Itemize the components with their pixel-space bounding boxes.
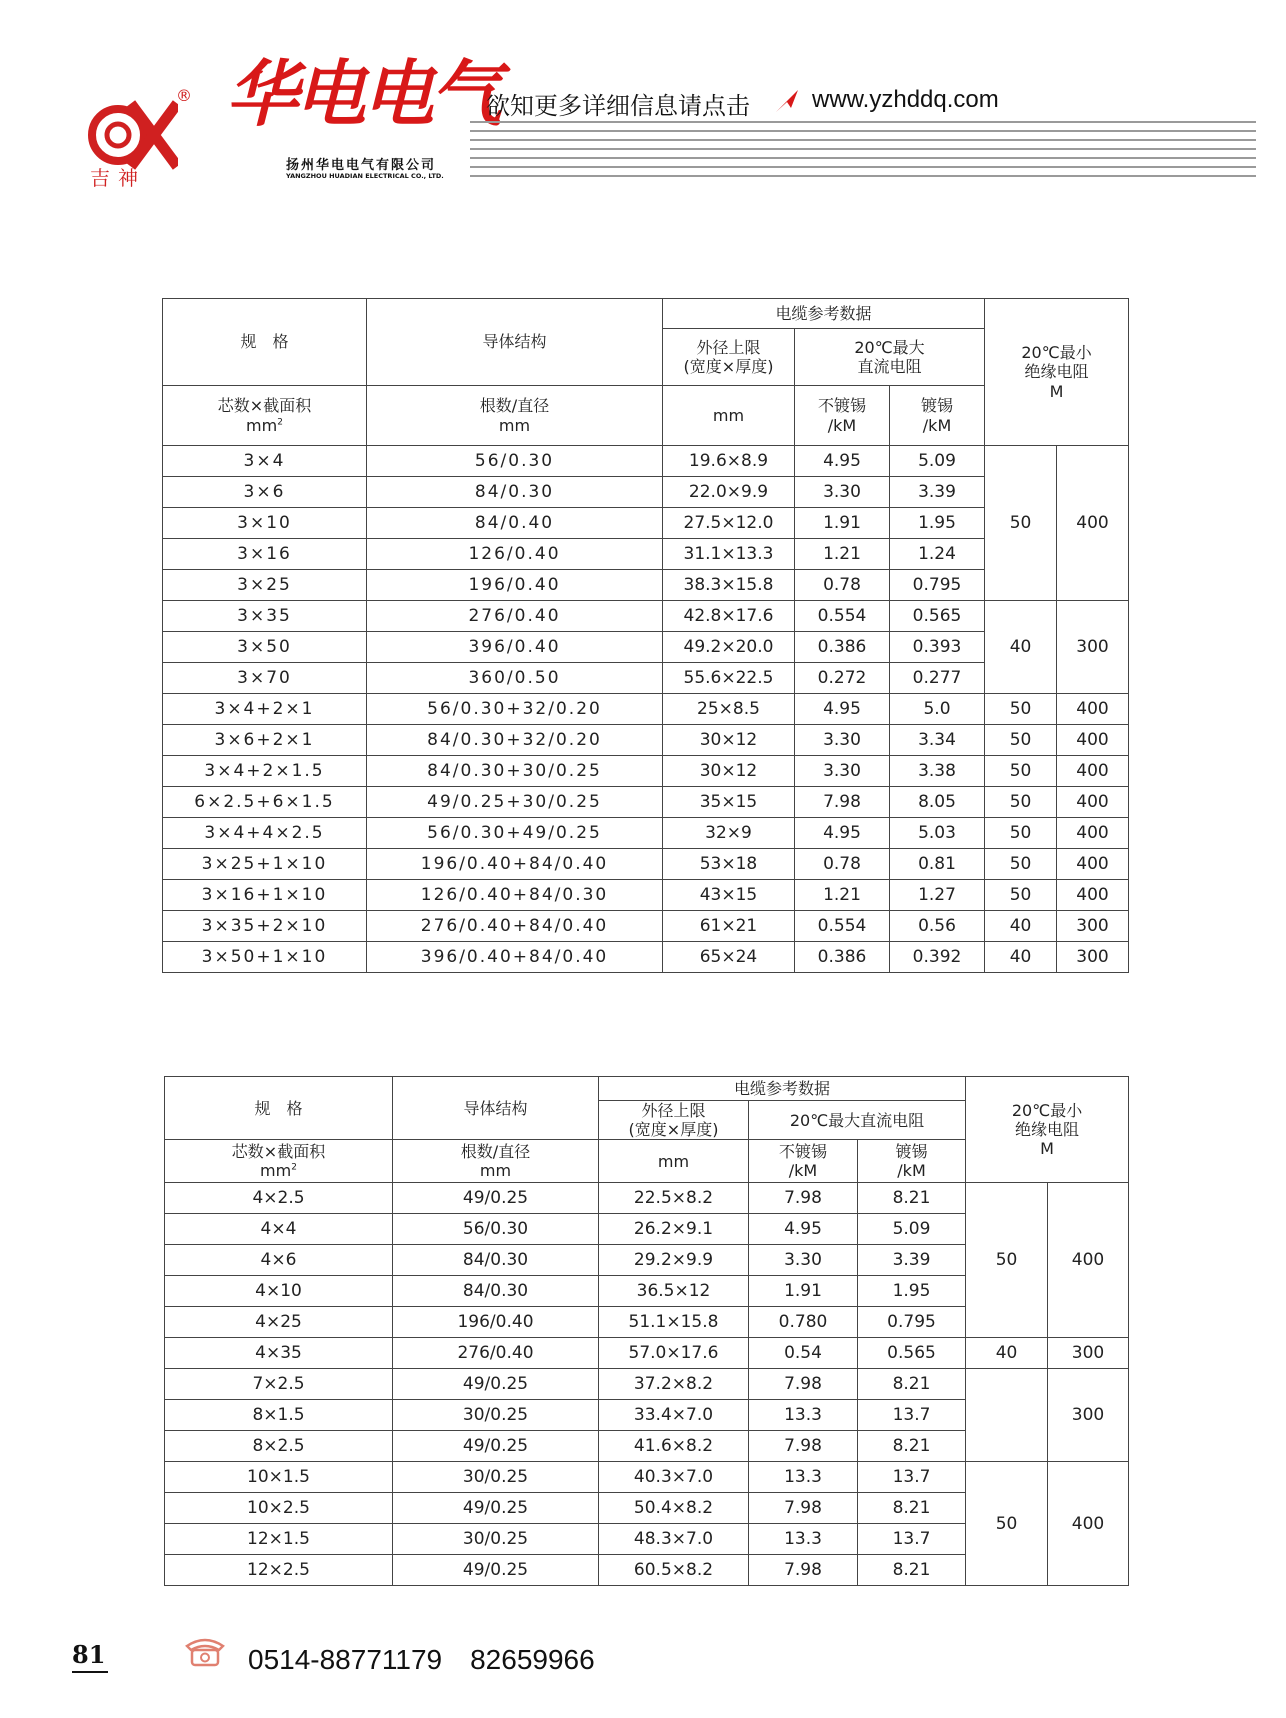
cell-outer-diameter: 31.1×13.3 xyxy=(663,539,795,570)
cell-conductor: 360/0.50 xyxy=(367,663,663,694)
cell-spec: 10×2.5 xyxy=(165,1493,393,1524)
table-row xyxy=(163,632,1129,663)
header-conductor-unit: 根数/直径 mm xyxy=(367,386,663,446)
cell-plain-resistance: 3.30 xyxy=(795,725,890,756)
table-row xyxy=(163,694,1129,725)
cell-spec: 3×4 xyxy=(163,446,367,477)
cell-outer-diameter: 22.0×9.9 xyxy=(663,477,795,508)
table-row xyxy=(163,849,1129,880)
cell-conductor: 84/0.30+32/0.20 xyxy=(367,725,663,756)
cell-tinned-resistance: 3.38 xyxy=(890,756,985,787)
cell-insulation-min: 50 xyxy=(985,446,1057,601)
website-link[interactable]: www.yzhddq.com xyxy=(812,86,999,113)
cell-tinned-resistance: 0.277 xyxy=(890,663,985,694)
header-spec: 规 格 xyxy=(165,1077,393,1140)
page-number-underline xyxy=(72,1671,108,1673)
cell-outer-diameter: 30×12 xyxy=(663,725,795,756)
cell-insulation-value: 300 xyxy=(1057,942,1129,973)
cell-insulation-value: 400 xyxy=(1057,725,1129,756)
header-rule-lines xyxy=(470,120,1256,184)
cell-plain-resistance: 7.98 xyxy=(795,787,890,818)
cell-insulation-min: 50 xyxy=(985,787,1057,818)
cell-outer-diameter: 26.2×9.1 xyxy=(599,1214,749,1245)
cell-plain-resistance: 1.21 xyxy=(795,539,890,570)
header-tinned-copper: 镀锡 /kM xyxy=(858,1140,966,1183)
header-tinned-copper: 镀锡 /kM xyxy=(890,386,985,446)
cell-plain-resistance: 13.3 xyxy=(749,1524,858,1555)
cell-tinned-resistance: 5.0 xyxy=(890,694,985,725)
cell-conductor: 56/0.30 xyxy=(393,1214,599,1245)
cell-conductor: 49/0.25 xyxy=(393,1493,599,1524)
cell-spec: 3×4+4×2.5 xyxy=(163,818,367,849)
cell-insulation-value: 300 xyxy=(1048,1369,1129,1462)
cell-plain-resistance: 3.30 xyxy=(795,477,890,508)
cell-plain-resistance: 7.98 xyxy=(749,1555,858,1586)
cell-spec: 4×35 xyxy=(165,1338,393,1369)
cell-tinned-resistance: 8.05 xyxy=(890,787,985,818)
table-row xyxy=(163,570,1129,601)
cell-outer-diameter: 48.3×7.0 xyxy=(599,1524,749,1555)
cell-tinned-resistance: 0.393 xyxy=(890,632,985,663)
cell-tinned-resistance: 8.21 xyxy=(858,1555,966,1586)
cell-spec: 3×16 xyxy=(163,539,367,570)
cell-plain-resistance: 4.95 xyxy=(795,694,890,725)
table-row xyxy=(163,880,1129,911)
header-plain-copper: 不镀锡 /kM xyxy=(795,386,890,446)
cell-tinned-resistance: 0.565 xyxy=(858,1338,966,1369)
cell-tinned-resistance: 1.27 xyxy=(890,880,985,911)
cell-tinned-resistance: 0.565 xyxy=(890,601,985,632)
cell-insulation-value: 400 xyxy=(1048,1462,1129,1586)
cell-plain-resistance: 0.386 xyxy=(795,632,890,663)
cell-spec: 3×6 xyxy=(163,477,367,508)
table-row xyxy=(163,601,1129,632)
cell-spec: 4×6 xyxy=(165,1245,393,1276)
cell-tinned-resistance: 13.7 xyxy=(858,1462,966,1493)
table-row xyxy=(165,1338,1129,1369)
table-row xyxy=(163,756,1129,787)
company-name-en: YANGZHOU HUADIAN ELECTRICAL CO., LTD. xyxy=(286,172,444,180)
logo-subtitle: 吉神 xyxy=(90,166,146,190)
cell-spec: 3×6+2×1 xyxy=(163,725,367,756)
table-row xyxy=(163,477,1129,508)
cell-spec: 4×2.5 xyxy=(165,1183,393,1214)
header-reference-data: 电缆参考数据 xyxy=(599,1077,966,1101)
cell-spec: 3×25 xyxy=(163,570,367,601)
brand-calligraphy: 华电电气 xyxy=(226,51,499,136)
cell-tinned-resistance: 5.03 xyxy=(890,818,985,849)
cell-plain-resistance: 0.554 xyxy=(795,601,890,632)
header-od-unit: mm xyxy=(663,386,795,446)
cell-insulation-value: 400 xyxy=(1057,446,1129,601)
cell-insulation-min: 50 xyxy=(966,1462,1048,1586)
cell-spec: 3×4+2×1 xyxy=(163,694,367,725)
cell-conductor: 30/0.25 xyxy=(393,1524,599,1555)
cell-spec: 3×35 xyxy=(163,601,367,632)
cell-plain-resistance: 0.272 xyxy=(795,663,890,694)
cell-spec: 3×35+2×10 xyxy=(163,911,367,942)
cell-plain-resistance: 4.95 xyxy=(749,1214,858,1245)
cell-tinned-resistance: 0.56 xyxy=(890,911,985,942)
cell-tinned-resistance: 0.81 xyxy=(890,849,985,880)
header-dc-resistance: 20℃最大 直流电阻 xyxy=(795,329,985,386)
cell-spec: 4×10 xyxy=(165,1276,393,1307)
cell-spec: 10×1.5 xyxy=(165,1462,393,1493)
cell-plain-resistance: 3.30 xyxy=(795,756,890,787)
arrow-icon xyxy=(774,88,800,114)
table-row xyxy=(163,725,1129,756)
table-row xyxy=(165,1462,1129,1493)
table-row xyxy=(163,818,1129,849)
cell-outer-diameter: 19.6×8.9 xyxy=(663,446,795,477)
cell-outer-diameter: 57.0×17.6 xyxy=(599,1338,749,1369)
cell-conductor: 49/0.25 xyxy=(393,1183,599,1214)
cell-insulation-min: 50 xyxy=(985,880,1057,911)
header-plain-copper: 不镀锡 /kM xyxy=(749,1140,858,1183)
cell-plain-resistance: 0.54 xyxy=(749,1338,858,1369)
cell-outer-diameter: 40.3×7.0 xyxy=(599,1462,749,1493)
cell-conductor: 396/0.40 xyxy=(367,632,663,663)
cell-tinned-resistance: 1.24 xyxy=(890,539,985,570)
cell-insulation-min: 40 xyxy=(985,942,1057,973)
cell-tinned-resistance: 8.21 xyxy=(858,1431,966,1462)
cell-conductor: 196/0.40 xyxy=(367,570,663,601)
cell-conductor: 126/0.40+84/0.30 xyxy=(367,880,663,911)
cell-outer-diameter: 32×9 xyxy=(663,818,795,849)
cell-outer-diameter: 61×21 xyxy=(663,911,795,942)
cell-outer-diameter: 53×18 xyxy=(663,849,795,880)
cell-insulation-min: 40 xyxy=(966,1338,1048,1369)
cell-plain-resistance: 13.3 xyxy=(749,1400,858,1431)
cell-insulation-min: 50 xyxy=(985,725,1057,756)
cell-conductor: 49/0.25 xyxy=(393,1369,599,1400)
cell-tinned-resistance: 8.21 xyxy=(858,1183,966,1214)
table-row xyxy=(163,508,1129,539)
cable-spec-table-2 xyxy=(164,1076,1129,1586)
table-row xyxy=(165,1369,1129,1400)
cell-outer-diameter: 65×24 xyxy=(663,942,795,973)
cell-plain-resistance: 3.30 xyxy=(749,1245,858,1276)
phone-numbers: 0514-88771179 82659966 xyxy=(248,1644,595,1675)
cell-tinned-resistance: 8.21 xyxy=(858,1493,966,1524)
cell-spec: 3×16+1×10 xyxy=(163,880,367,911)
cell-insulation-value: 400 xyxy=(1048,1183,1129,1338)
cell-outer-diameter: 51.1×15.8 xyxy=(599,1307,749,1338)
cell-outer-diameter: 60.5×8.2 xyxy=(599,1555,749,1586)
cell-conductor: 276/0.40+84/0.40 xyxy=(367,911,663,942)
cell-outer-diameter: 41.6×8.2 xyxy=(599,1431,749,1462)
table-row xyxy=(163,911,1129,942)
cell-spec: 12×1.5 xyxy=(165,1524,393,1555)
table-row xyxy=(163,539,1129,570)
cell-outer-diameter: 38.3×15.8 xyxy=(663,570,795,601)
cell-plain-resistance: 13.3 xyxy=(749,1462,858,1493)
page-number: 81 xyxy=(72,1640,106,1669)
cell-conductor: 49/0.25+30/0.25 xyxy=(367,787,663,818)
cell-conductor: 276/0.40 xyxy=(393,1338,599,1369)
header-outer-diameter: 外径上限 (宽度×厚度) xyxy=(599,1101,749,1140)
cell-conductor: 126/0.40 xyxy=(367,539,663,570)
cell-insulation-value: 400 xyxy=(1057,787,1129,818)
cell-tinned-resistance: 3.39 xyxy=(890,477,985,508)
cell-insulation-min: 40 xyxy=(985,911,1057,942)
cell-insulation-min: 40 xyxy=(985,601,1057,694)
cell-spec: 6×2.5+6×1.5 xyxy=(163,787,367,818)
cell-insulation-value: 300 xyxy=(1057,601,1129,694)
cell-plain-resistance: 0.554 xyxy=(795,911,890,942)
table-row xyxy=(163,942,1129,973)
table-row xyxy=(163,446,1129,477)
cell-tinned-resistance: 5.09 xyxy=(890,446,985,477)
cell-spec: 4×4 xyxy=(165,1214,393,1245)
cell-plain-resistance: 0.78 xyxy=(795,849,890,880)
cell-tinned-resistance: 0.795 xyxy=(890,570,985,601)
cell-insulation-value: 300 xyxy=(1057,911,1129,942)
cell-insulation-value: 400 xyxy=(1057,756,1129,787)
cell-plain-resistance: 4.95 xyxy=(795,818,890,849)
cell-conductor: 84/0.30 xyxy=(393,1245,599,1276)
cell-spec: 4×25 xyxy=(165,1307,393,1338)
cell-plain-resistance: 7.98 xyxy=(749,1183,858,1214)
table-row xyxy=(163,787,1129,818)
cell-plain-resistance: 1.91 xyxy=(795,508,890,539)
cell-insulation-min: 50 xyxy=(985,756,1057,787)
cell-plain-resistance: 0.780 xyxy=(749,1307,858,1338)
header-od-unit: mm xyxy=(599,1140,749,1183)
cell-tinned-resistance: 13.7 xyxy=(858,1524,966,1555)
cell-spec: 7×2.5 xyxy=(165,1369,393,1400)
cell-spec: 12×2.5 xyxy=(165,1555,393,1586)
cell-spec: 3×50 xyxy=(163,632,367,663)
cell-conductor: 30/0.25 xyxy=(393,1462,599,1493)
header-tagline: 欲知更多详细信息请点击 xyxy=(486,92,750,120)
cell-conductor: 276/0.40 xyxy=(367,601,663,632)
header-insulation-resistance: 20℃最小 绝缘电阻 M xyxy=(966,1077,1129,1183)
header-conductor: 导体结构 xyxy=(393,1077,599,1140)
cell-conductor: 396/0.40+84/0.40 xyxy=(367,942,663,973)
cell-conductor: 56/0.30+49/0.25 xyxy=(367,818,663,849)
header-spec-unit: 芯数×截面积 $mm^2$ xyxy=(165,1140,393,1183)
header-conductor: 导体结构 xyxy=(367,299,663,386)
cell-conductor: 30/0.25 xyxy=(393,1400,599,1431)
cell-spec: 3×25+1×10 xyxy=(163,849,367,880)
cell-insulation-value: 400 xyxy=(1057,694,1129,725)
cell-insulation-value: 400 xyxy=(1057,880,1129,911)
cell-tinned-resistance: 5.09 xyxy=(858,1214,966,1245)
cell-plain-resistance: 4.95 xyxy=(795,446,890,477)
cell-outer-diameter: 42.8×17.6 xyxy=(663,601,795,632)
cell-insulation-min: 50 xyxy=(966,1183,1048,1338)
header-outer-diameter: 外径上限 (宽度×厚度) xyxy=(663,329,795,386)
cell-plain-resistance: 7.98 xyxy=(749,1369,858,1400)
registered-mark: ® xyxy=(176,86,192,105)
header-spec: 规 格 xyxy=(163,299,367,386)
cell-conductor: 84/0.30 xyxy=(367,477,663,508)
cell-outer-diameter: 33.4×7.0 xyxy=(599,1400,749,1431)
cell-insulation-min xyxy=(966,1369,1048,1462)
cell-conductor: 196/0.40+84/0.40 xyxy=(367,849,663,880)
cell-outer-diameter: 25×8.5 xyxy=(663,694,795,725)
cell-outer-diameter: 27.5×12.0 xyxy=(663,508,795,539)
cell-insulation-min: 50 xyxy=(985,849,1057,880)
cell-tinned-resistance: 8.21 xyxy=(858,1369,966,1400)
cell-tinned-resistance: 13.7 xyxy=(858,1400,966,1431)
cell-outer-diameter: 35×15 xyxy=(663,787,795,818)
cell-spec: 8×1.5 xyxy=(165,1400,393,1431)
company-name-cn: 扬州华电电气有限公司 xyxy=(286,158,437,173)
cell-outer-diameter: 22.5×8.2 xyxy=(599,1183,749,1214)
cell-plain-resistance: 7.98 xyxy=(749,1493,858,1524)
cell-tinned-resistance: 3.39 xyxy=(858,1245,966,1276)
cell-conductor: 84/0.30+30/0.25 xyxy=(367,756,663,787)
cell-conductor: 84/0.40 xyxy=(367,508,663,539)
cell-tinned-resistance: 3.34 xyxy=(890,725,985,756)
cell-plain-resistance: 0.386 xyxy=(795,942,890,973)
cell-conductor: 84/0.30 xyxy=(393,1276,599,1307)
cell-insulation-value: 300 xyxy=(1048,1338,1129,1369)
cell-conductor: 49/0.25 xyxy=(393,1555,599,1586)
cell-insulation-min: 50 xyxy=(985,694,1057,725)
header-conductor-unit: 根数/直径 mm xyxy=(393,1140,599,1183)
cell-conductor: 56/0.30+32/0.20 xyxy=(367,694,663,725)
cell-spec: 3×70 xyxy=(163,663,367,694)
cell-spec: 3×10 xyxy=(163,508,367,539)
cell-outer-diameter: 43×15 xyxy=(663,880,795,911)
header-spec-unit: 芯数×截面积 $mm^2$ xyxy=(163,386,367,446)
cell-tinned-resistance: 1.95 xyxy=(858,1276,966,1307)
cell-insulation-min: 50 xyxy=(985,818,1057,849)
header-dc-resistance: 20℃最大直流电阻 xyxy=(749,1101,966,1140)
cell-outer-diameter: 50.4×8.2 xyxy=(599,1493,749,1524)
cell-plain-resistance: 0.78 xyxy=(795,570,890,601)
cell-plain-resistance: 7.98 xyxy=(749,1431,858,1462)
cell-tinned-resistance: 0.392 xyxy=(890,942,985,973)
cell-tinned-resistance: 0.795 xyxy=(858,1307,966,1338)
cell-outer-diameter: 30×12 xyxy=(663,756,795,787)
cell-conductor: 49/0.25 xyxy=(393,1431,599,1462)
telephone-icon xyxy=(184,1634,226,1668)
header-insulation-resistance: 20℃最小 绝缘电阻 M xyxy=(985,299,1129,446)
cell-spec: 3×4+2×1.5 xyxy=(163,756,367,787)
cell-conductor: 196/0.40 xyxy=(393,1307,599,1338)
cell-spec: 3×50+1×10 xyxy=(163,942,367,973)
cell-plain-resistance: 1.91 xyxy=(749,1276,858,1307)
cell-plain-resistance: 1.21 xyxy=(795,880,890,911)
cell-outer-diameter: 36.5×12 xyxy=(599,1276,749,1307)
table-row xyxy=(163,663,1129,694)
cell-outer-diameter: 29.2×9.9 xyxy=(599,1245,749,1276)
cell-outer-diameter: 37.2×8.2 xyxy=(599,1369,749,1400)
cell-insulation-value: 400 xyxy=(1057,818,1129,849)
cell-spec: 8×2.5 xyxy=(165,1431,393,1462)
cell-insulation-value: 400 xyxy=(1057,849,1129,880)
cell-tinned-resistance: 1.95 xyxy=(890,508,985,539)
cx-logo-icon xyxy=(88,100,178,170)
cell-outer-diameter: 55.6×22.5 xyxy=(663,663,795,694)
header-reference-data: 电缆参考数据 xyxy=(663,299,985,329)
cell-conductor: 56/0.30 xyxy=(367,446,663,477)
cable-spec-table-1 xyxy=(162,298,1129,973)
cell-outer-diameter: 49.2×20.0 xyxy=(663,632,795,663)
table-row xyxy=(165,1183,1129,1214)
